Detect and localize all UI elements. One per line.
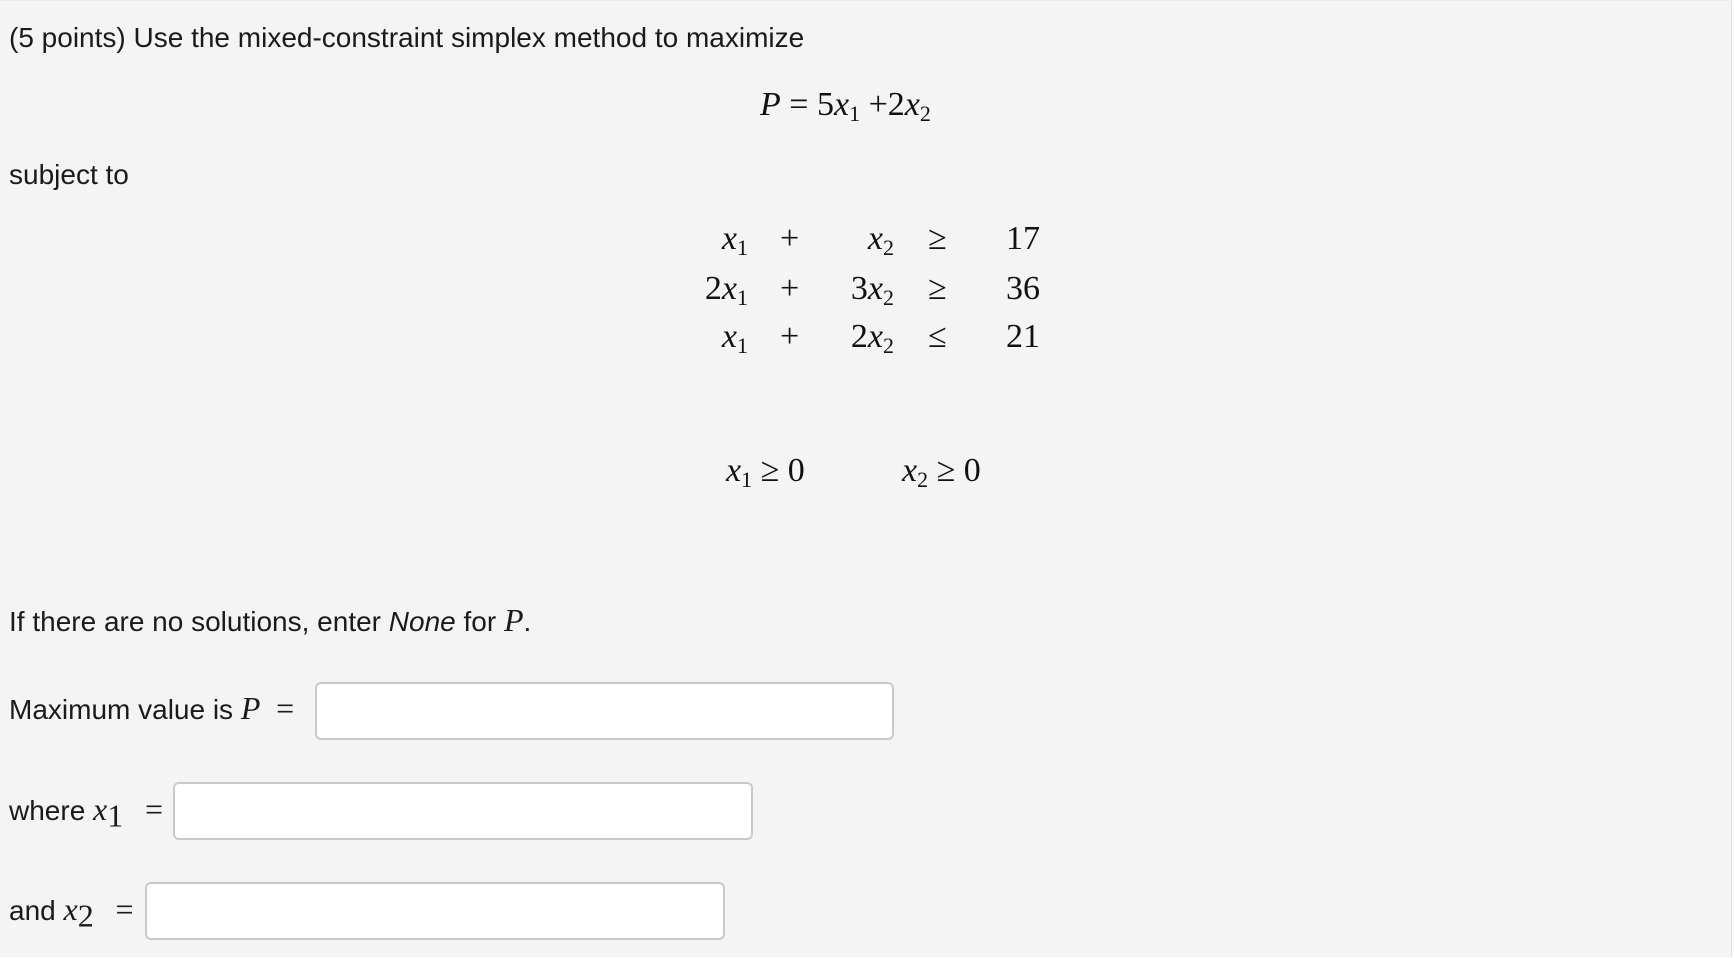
constraint-term-1: $x_1$ (721, 318, 748, 358)
nonnegativity-x1: $x_1 \ge 0$ (726, 452, 805, 492)
subject-to-label: subject to (9, 159, 129, 190)
objective-function (760, 85, 931, 125)
constraint-term-2: $2x_2$ (850, 318, 894, 358)
constraint-term-1: $2x_1$ (704, 270, 748, 310)
none-keyword: None (388, 606, 456, 637)
constraint-row (680, 269, 1040, 315)
constraint-operator: + (780, 318, 800, 355)
x2-input[interactable] (145, 882, 725, 940)
objective-coef-2: 2 (887, 86, 905, 123)
nonnegativity-x2: $x_2 \ge 0$ (902, 452, 981, 492)
constraints-system (680, 219, 1040, 369)
x2-label: and $x_2$ = (9, 891, 134, 934)
objective-coef-1: 5 (816, 86, 834, 123)
constraint-operator: + (780, 220, 800, 257)
constraint-rhs: 17 (1006, 220, 1040, 257)
p-variable: P (503, 602, 524, 638)
constraint-operator: + (780, 270, 800, 307)
constraint-row (680, 317, 1040, 363)
x1-input[interactable] (173, 782, 753, 840)
x1-label: where $x_1$ = (9, 791, 164, 834)
constraint-term-1: $x_1$ (721, 220, 748, 260)
max-value-input[interactable] (315, 682, 894, 740)
constraint-term-2: $3x_2$ (850, 270, 894, 310)
objective-equals: = (789, 86, 809, 123)
constraint-row (680, 219, 1040, 265)
constraint-relation: ≥ (928, 270, 947, 307)
max-value-label: Maximum value is P = (9, 690, 295, 726)
objective-var-2: x (904, 86, 920, 123)
objective-sub-1: 1 (849, 101, 861, 126)
constraint-rhs: 36 (1006, 270, 1040, 307)
constraint-relation: ≤ (928, 318, 947, 355)
objective-plus: + (868, 86, 888, 123)
constraint-term-2: $x_2$ (867, 220, 894, 260)
objective-lhs: P (760, 86, 781, 123)
question-prompt: (5 points) Use the mixed-constraint simplex method to maximize (9, 22, 805, 53)
objective-var-1: x (833, 86, 850, 123)
constraint-rhs: 21 (1006, 318, 1040, 355)
constraint-relation: ≥ (928, 220, 947, 257)
no-solution-instruction: If there are no solutions, enter None for P. (9, 602, 532, 638)
objective-sub-2: 2 (919, 101, 931, 126)
